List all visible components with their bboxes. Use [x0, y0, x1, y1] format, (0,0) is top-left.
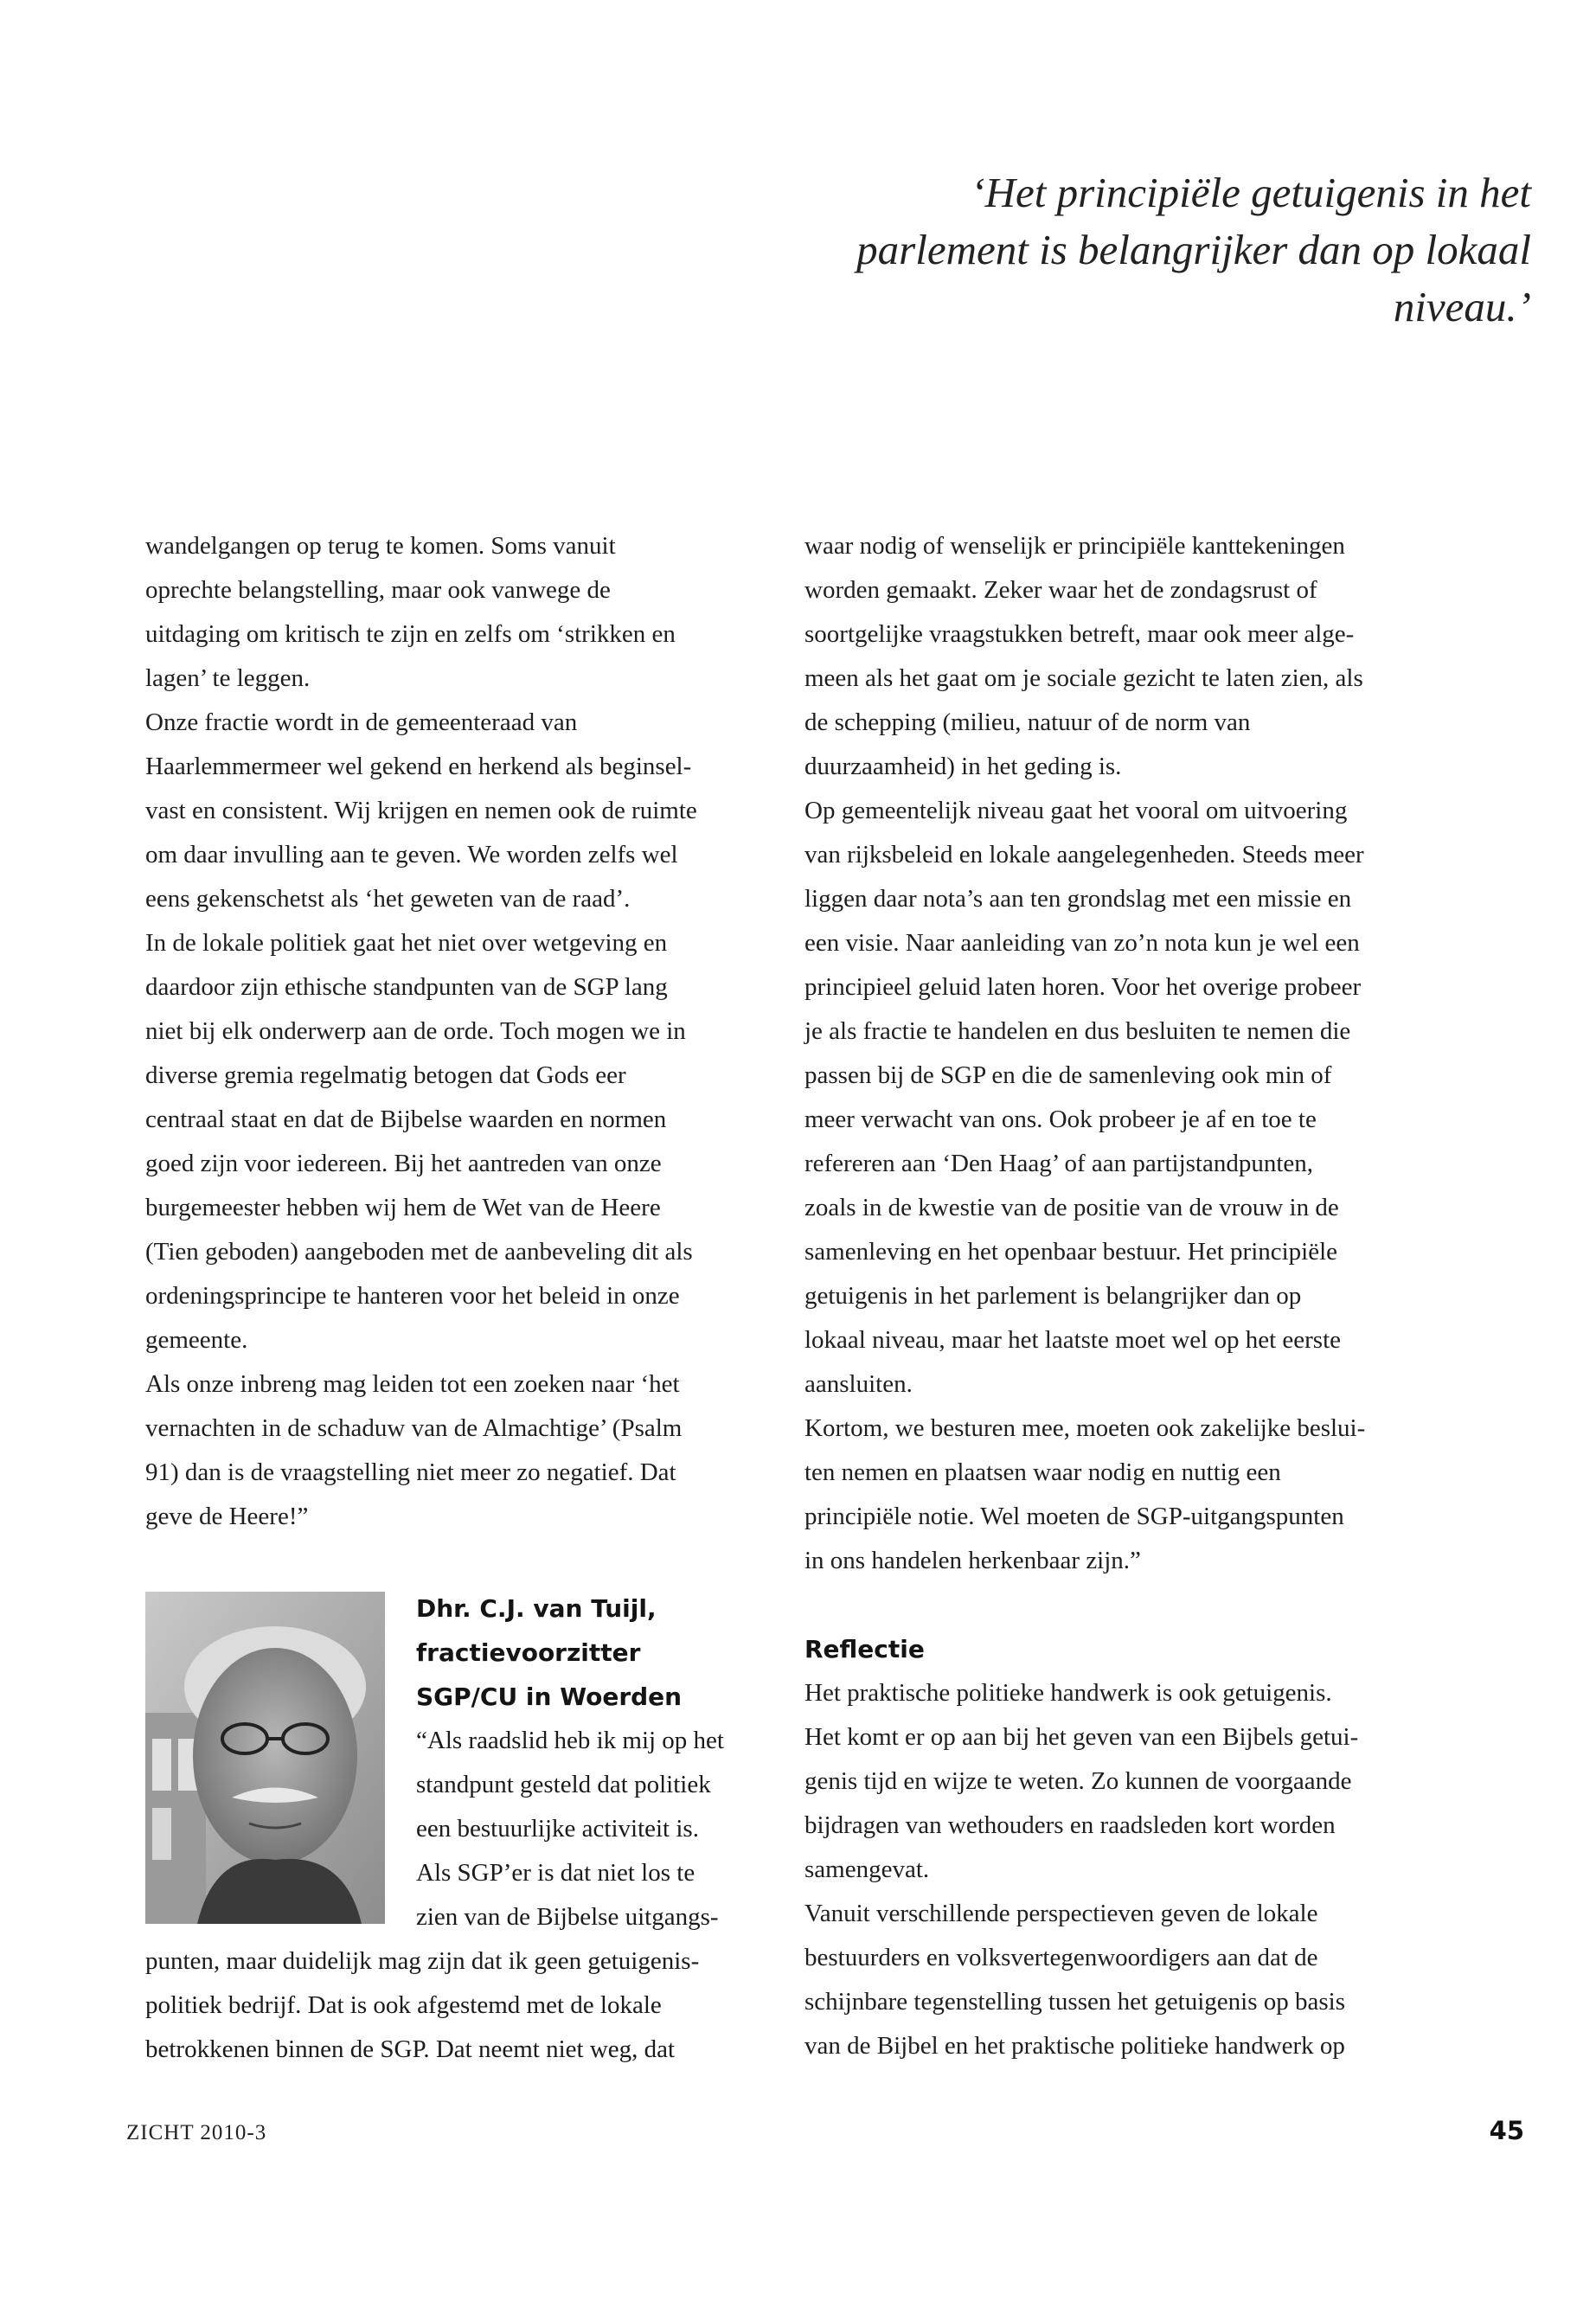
text-line: waar nodig of wenselijk er principiële kanttekeningen [804, 532, 1345, 560]
pull-quote-line: ‘Het principiële getuigenis in het [971, 169, 1531, 216]
page-number: 45 [1489, 2116, 1524, 2145]
text-line: Op gemeentelijk niveau gaat het vooral om uitvoering [804, 797, 1348, 824]
left-column [145, 524, 751, 1539]
text-line: punten, maar duidelijk mag zijn dat ik geen getuigenis- [145, 1947, 700, 1975]
text-line: bestuurders en volksvertegenwoordigers aan dat de [804, 1944, 1318, 1971]
spacer-line [804, 1583, 1410, 1627]
bio-block [416, 1586, 762, 1939]
text-line: Het komt er op aan bij het geven van een Bijbels getui- [804, 1723, 1359, 1751]
text-line: lokaal niveau, maar het laatste moet wel op het eerste [804, 1326, 1342, 1354]
pull-quote-line: niveau.’ [1393, 283, 1531, 330]
text-line: in ons handelen herkenbaar zijn.” [804, 1547, 1141, 1574]
text-line: In de lokale politiek gaat het niet over wetgeving en [145, 929, 668, 957]
text-line: Vanuit verschillende perspectieven geven de lokale [804, 1900, 1318, 1927]
text-line: principieel geluid laten horen. Voor het overige probeer [804, 973, 1362, 1001]
text-line: refereren aan ‘Den Haag’ of aan partijstandpunten, [804, 1150, 1314, 1177]
right-column [804, 524, 1410, 2068]
text-line: om daar invulling aan te geven. We worden zelfs wel [145, 841, 678, 868]
text-line: 91) dan is de vraagstelling niet meer zo negatief. Dat [145, 1458, 676, 1486]
text-line: Het praktische politieke handwerk is ook getuigenis. [804, 1679, 1332, 1707]
section-heading-reflectie: Reflectie [804, 1635, 925, 1663]
portrait-photo [145, 1592, 385, 1924]
text-line: betrokkenen binnen de SGP. Dat neemt niet weg, dat [145, 2035, 676, 2063]
bio-continuation [145, 1939, 751, 2072]
bio-text-line: “Als raadslid heb ik mij op het [416, 1727, 724, 1754]
text-line: samengevat. [804, 1856, 930, 1883]
text-line: een visie. Naar aanleiding van zo’n nota kun je wel een [804, 929, 1360, 957]
text-line: Kortom, we besturen mee, moeten ook zakelijke beslui- [804, 1414, 1366, 1442]
bio-heading-line: fractievoorzitter [416, 1638, 641, 1667]
text-line: wandelgangen op terug te komen. Soms vanuit [145, 532, 616, 560]
text-line: gemeente. [145, 1326, 248, 1354]
text-line: schijnbare tegenstelling tussen het getuigenis op basis [804, 1988, 1345, 2016]
text-line: genis tijd en wijze te weten. Zo kunnen de voorgaande [804, 1767, 1352, 1795]
text-line: politiek bedrijf. Dat is ook afgestemd met de lokale [145, 1991, 662, 2019]
text-line: samenleving en het openbaar bestuur. Het principiële [804, 1238, 1338, 1266]
text-line: centraal staat en dat de Bijbelse waarden en normen [145, 1106, 667, 1133]
bio-text-line: een bestuurlijke activiteit is. [416, 1815, 699, 1843]
bio-text-line: zien van de Bijbelse uitgangs- [416, 1903, 719, 1931]
text-line: vast en consistent. Wij krijgen en nemen ook de ruimte [145, 797, 697, 824]
text-line: duurzaamheid) in het geding is. [804, 753, 1122, 780]
text-line: Als onze inbreng mag leiden tot een zoeken naar ‘het [145, 1370, 680, 1398]
text-line: worden gemaakt. Zeker waar het de zondagsrust of [804, 576, 1317, 604]
text-line: daardoor zijn ethische standpunten van de SGP lang [145, 973, 668, 1001]
text-line: uitdaging om kritisch te zijn en zelfs om ‘strikken en [145, 620, 676, 648]
text-line: Haarlemmermeer wel gekend en herkend als beginsel- [145, 753, 692, 780]
text-line: lagen’ te leggen. [145, 664, 311, 692]
text-line: aansluiten. [804, 1370, 913, 1398]
text-line: burgemeester hebben wij hem de Wet van de Heere [145, 1194, 661, 1221]
text-line: goed zijn voor iedereen. Bij het aantreden van onze [145, 1150, 662, 1177]
publication-footer: ZICHT 2010-3 [126, 2121, 267, 2144]
text-line: van rijksbeleid en lokale aangelegenheden. Steeds meer [804, 841, 1364, 868]
bio-heading-line: SGP/CU in Woerden [416, 1682, 683, 1711]
text-line: geve de Heere!” [145, 1503, 309, 1530]
text-line: passen bij de SGP en die de samenleving ook min of [804, 1061, 1332, 1089]
text-line: meer verwacht van ons. Ook probeer je af en toe te [804, 1106, 1317, 1133]
text-line: getuigenis in het parlement is belangrijker dan op [804, 1282, 1302, 1310]
text-line: Onze fractie wordt in de gemeenteraad van [145, 708, 578, 736]
text-line: niet bij elk onderwerp aan de orde. Toch mogen we in [145, 1017, 686, 1045]
text-line: (Tien geboden) aangeboden met de aanbeveling dit als [145, 1238, 693, 1266]
bio-text-line: standpunt gesteld dat politiek [416, 1771, 711, 1798]
pull-quote-line: parlement is belangrijker dan op lokaal [856, 226, 1531, 273]
text-line: meen als het gaat om je sociale gezicht te laten zien, als [804, 664, 1363, 692]
text-line: van de Bijbel en het praktische politieke handwerk op [804, 2032, 1345, 2060]
pull-quote [779, 164, 1531, 336]
text-line: vernachten in de schaduw van de Almachtige’ (Psalm [145, 1414, 683, 1442]
bio-text-line: Als SGP’er is dat niet los te [416, 1859, 695, 1887]
text-line: diverse gremia regelmatig betogen dat Gods eer [145, 1061, 626, 1089]
bio-heading-line: Dhr. C.J. van Tuijl, [416, 1594, 657, 1623]
text-line: eens gekenschetst als ‘het geweten van de raad’. [145, 885, 631, 913]
text-line: zoals in de kwestie van de positie van de vrouw in de [804, 1194, 1339, 1221]
text-line: je als fractie te handelen en dus besluiten te nemen die [804, 1017, 1351, 1045]
text-line: ten nemen en plaatsen waar nodig en nuttig een [804, 1458, 1281, 1486]
text-line: liggen daar nota’s aan ten grondslag met een missie en [804, 885, 1352, 913]
text-line: bijdragen van wethouders en raadsleden kort worden [804, 1811, 1336, 1839]
text-line: ordeningsprincipe te hanteren voor het beleid in onze [145, 1282, 680, 1310]
text-line: de schepping (milieu, natuur of de norm van [804, 708, 1251, 736]
text-line: oprechte belangstelling, maar ook vanwege de [145, 576, 611, 604]
text-line: soortgelijke vraagstukken betreft, maar ook meer alge- [804, 620, 1355, 648]
text-line: principiële notie. Wel moeten de SGP-uitgangspunten [804, 1503, 1344, 1530]
